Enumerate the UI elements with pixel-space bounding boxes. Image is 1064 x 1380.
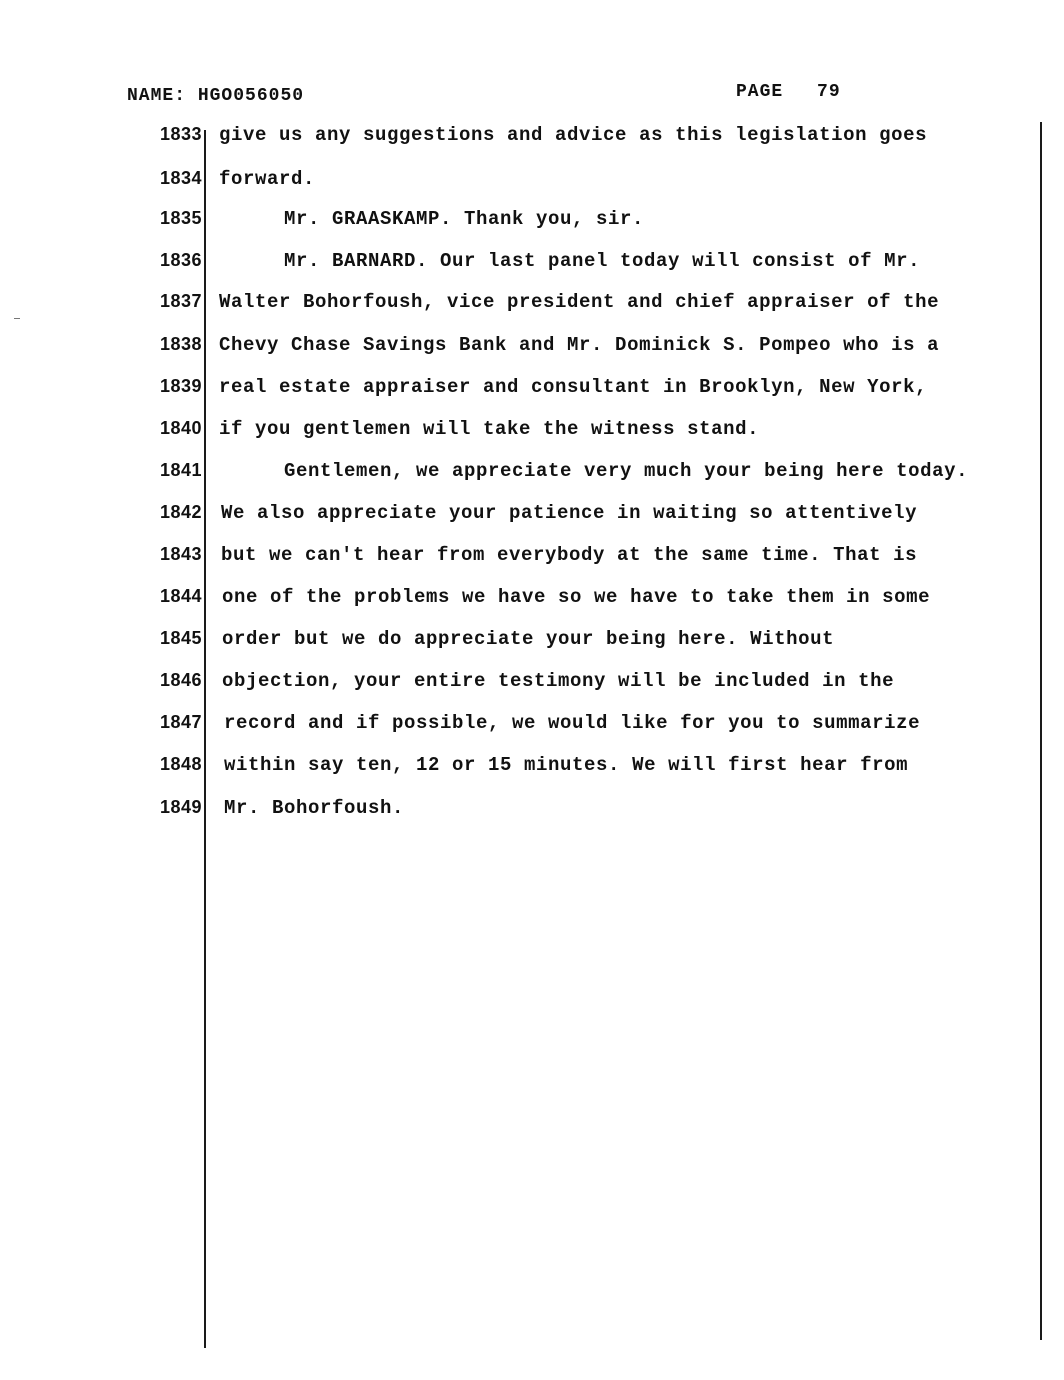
line-text: give us any suggestions and advice as this legislation goes — [219, 124, 928, 146]
line-text: objection, your entire testimony will be included in the — [222, 670, 895, 692]
transcript-line — [0, 418, 1064, 448]
line-number: 1836 — [159, 250, 202, 270]
line-text: We also appreciate your patience in waiting so attentively — [221, 502, 918, 524]
line-number: 1838 — [159, 334, 202, 354]
line-text: one of the problems we have so we have to take them in some — [222, 586, 931, 608]
page-label: PAGE — [736, 82, 784, 102]
transcript-line — [0, 544, 1064, 574]
transcript-line — [0, 586, 1064, 616]
line-number: 1848 — [159, 754, 202, 774]
transcript-line — [0, 797, 1064, 827]
page-indicator — [736, 82, 841, 102]
line-number: 1837 — [159, 291, 202, 311]
transcript-line — [0, 670, 1064, 700]
line-number: 1846 — [159, 670, 202, 690]
line-text: real estate appraiser and consultant in Brooklyn, New York, — [219, 376, 928, 398]
line-number: 1833 — [159, 124, 202, 144]
line-number: 1834 — [159, 168, 202, 188]
line-number: 1843 — [159, 544, 202, 564]
line-text: forward. — [219, 168, 316, 190]
line-text: Chevy Chase Savings Bank and Mr. Dominick S. Pompeo who is a — [219, 334, 940, 356]
line-text: Gentlemen, we appreciate very much your being here today. — [284, 460, 969, 482]
transcript-line — [0, 168, 1064, 198]
line-text: order but we do appreciate your being here. Without — [222, 628, 835, 650]
transcript-line — [0, 291, 1064, 321]
page-number: 79 — [817, 82, 841, 102]
line-text: Walter Bohorfoush, vice president and chief appraiser of the — [219, 291, 940, 313]
transcript-line — [0, 334, 1064, 364]
transcript-line — [0, 208, 1064, 238]
transcript-line — [0, 250, 1064, 280]
line-number: 1845 — [159, 628, 202, 648]
transcript-line — [0, 376, 1064, 406]
line-number: 1841 — [159, 460, 202, 480]
line-number: 1847 — [159, 712, 202, 732]
transcript-line — [0, 502, 1064, 532]
line-number: 1840 — [159, 418, 202, 438]
transcript-line — [0, 460, 1064, 490]
line-text: if you gentlemen will take the witness stand. — [219, 418, 760, 440]
line-number: 1842 — [159, 502, 202, 522]
line-text: record and if possible, we would like for you to summarize — [224, 712, 921, 734]
line-number: 1844 — [159, 586, 202, 606]
line-text: Mr. GRAASKAMP. Thank you, sir. — [284, 208, 645, 230]
line-number: 1839 — [159, 376, 202, 396]
name-label: NAME: — [127, 86, 187, 106]
line-number: 1835 — [159, 208, 202, 228]
line-text: but we can't hear from everybody at the same time. That is — [221, 544, 918, 566]
line-text: within say ten, 12 or 15 minutes. We will first hear from — [224, 754, 909, 776]
line-text: Mr. BARNARD. Our last panel today will consist of Mr. — [284, 250, 921, 272]
transcript-line — [0, 754, 1064, 784]
transcript-line — [0, 712, 1064, 742]
transcript-line — [0, 628, 1064, 658]
document-name — [127, 86, 304, 106]
line-number: 1849 — [159, 797, 202, 817]
transcript-line — [0, 124, 1064, 154]
name-value: HGO056050 — [197, 86, 305, 106]
line-text: Mr. Bohorfoush. — [224, 797, 405, 819]
